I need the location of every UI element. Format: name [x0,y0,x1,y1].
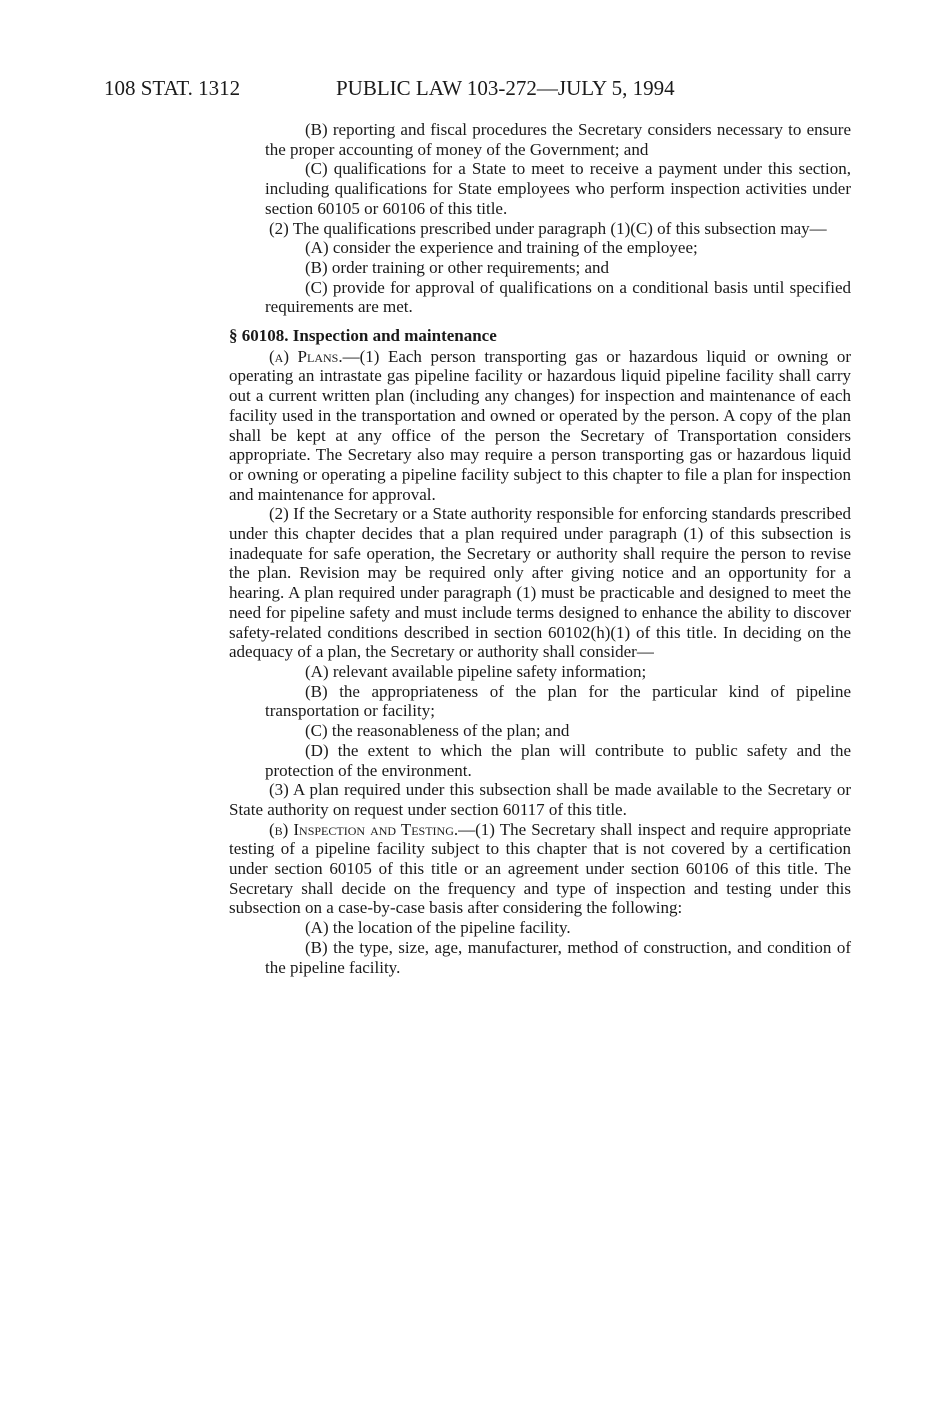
paragraph: (A) consider the experience and training of the employee; [305,238,698,258]
paragraph: (B) the type, size, age, manufacturer, method of construction, and condition of the pipeline facility. [265,937,851,977]
paragraph: (C) qualifications for a State to meet to receive a payment under this section, including qualifications for State employees who perform inspection activities under section 60105 or 60106 of this title. [265,159,851,218]
subsection-text: —(1) Each person transporting gas or hazardous liquid or owning or operating an intrastate gas pipeline facility or hazardous liquid pipeline facility shall carry out a current written plan (including any changes) for inspection and maintenance of each facility used in the transportation and owned or operated by the person. A copy of the plan shall be kept at any office of the person the Secretary of Transportation considers appropriate. The Secretary also may require a person transporting gas or hazardous liquid or owning or operating a pipeline facility subject to this chapter to file a plan for inspection and maintenance for approval. [229,346,852,504]
paragraph: (A) relevant available pipeline safety information; [305,661,647,681]
subsection-label: (b) Inspection and Testing. [269,819,459,839]
paragraph: (2) If the Secretary or a State authority responsible for enforcing standards prescribed under this chapter decides that a plan required under paragraph (1) of this subsection is inadequate for safe operation, the Secretary or authority shall require the person to revise the plan. Revision may be required only after giving notice and an opportunity for a hearing. A plan required under paragraph (1) must be practicable and designed to meet the need for pipeline safety and must include terms designed to enhance the ability to discover safety-related conditions described in section 60102(h)(1) of this title. In deciding on the adequacy of a plan, the Secretary or authority shall consider— [229,504,851,662]
stat-citation: 108 STAT. 1312 [104,76,241,100]
subsection-b1 [229,820,851,919]
paragraph: (C) the reasonableness of the plan; and [305,721,570,741]
subsection-label: (a) Plans. [269,346,343,366]
paragraph: (B) reporting and fiscal procedures the Secretary considers necessary to ensure the proper accounting of money of the Government; and [265,120,851,159]
paragraph: (C) provide for approval of qualifications on a conditional basis until specified requirements are met. [265,277,851,317]
running-title: PUBLIC LAW 103-272—JULY 5, 1994 [336,76,675,100]
subsection-text: —(1) The Secretary shall inspect and require appropriate testing of a pipeline facility subject to this chapter that is not covered by a certification under section 60105 of this title or an agreement under section 60106 of this title. The Secretary shall decide on the frequency and type of inspection and testing under this subsection on a case-by-case basis after considering the following: [229,819,851,918]
paragraph: (B) the appropriateness of the plan for the particular kind of pipeline transportation or facility; [265,681,851,721]
subsection-a1 [229,347,851,505]
section-heading: § 60108. Inspection and maintenance [229,326,497,346]
paragraph: (D) the extent to which the plan will contribute to public safety and the protection of the environment. [265,740,851,780]
paragraph: (2) The qualifications prescribed under paragraph (1)(C) of this subsection may— [269,218,827,238]
page-body [229,120,851,977]
paragraph: (A) the location of the pipeline facility. [305,918,571,938]
paragraph: (B) order training or other requirements; and [305,257,610,277]
paragraph: (3) A plan required under this subsection shall be made available to the Secretary or State authority on request under section 60117 of this title. [229,780,851,819]
